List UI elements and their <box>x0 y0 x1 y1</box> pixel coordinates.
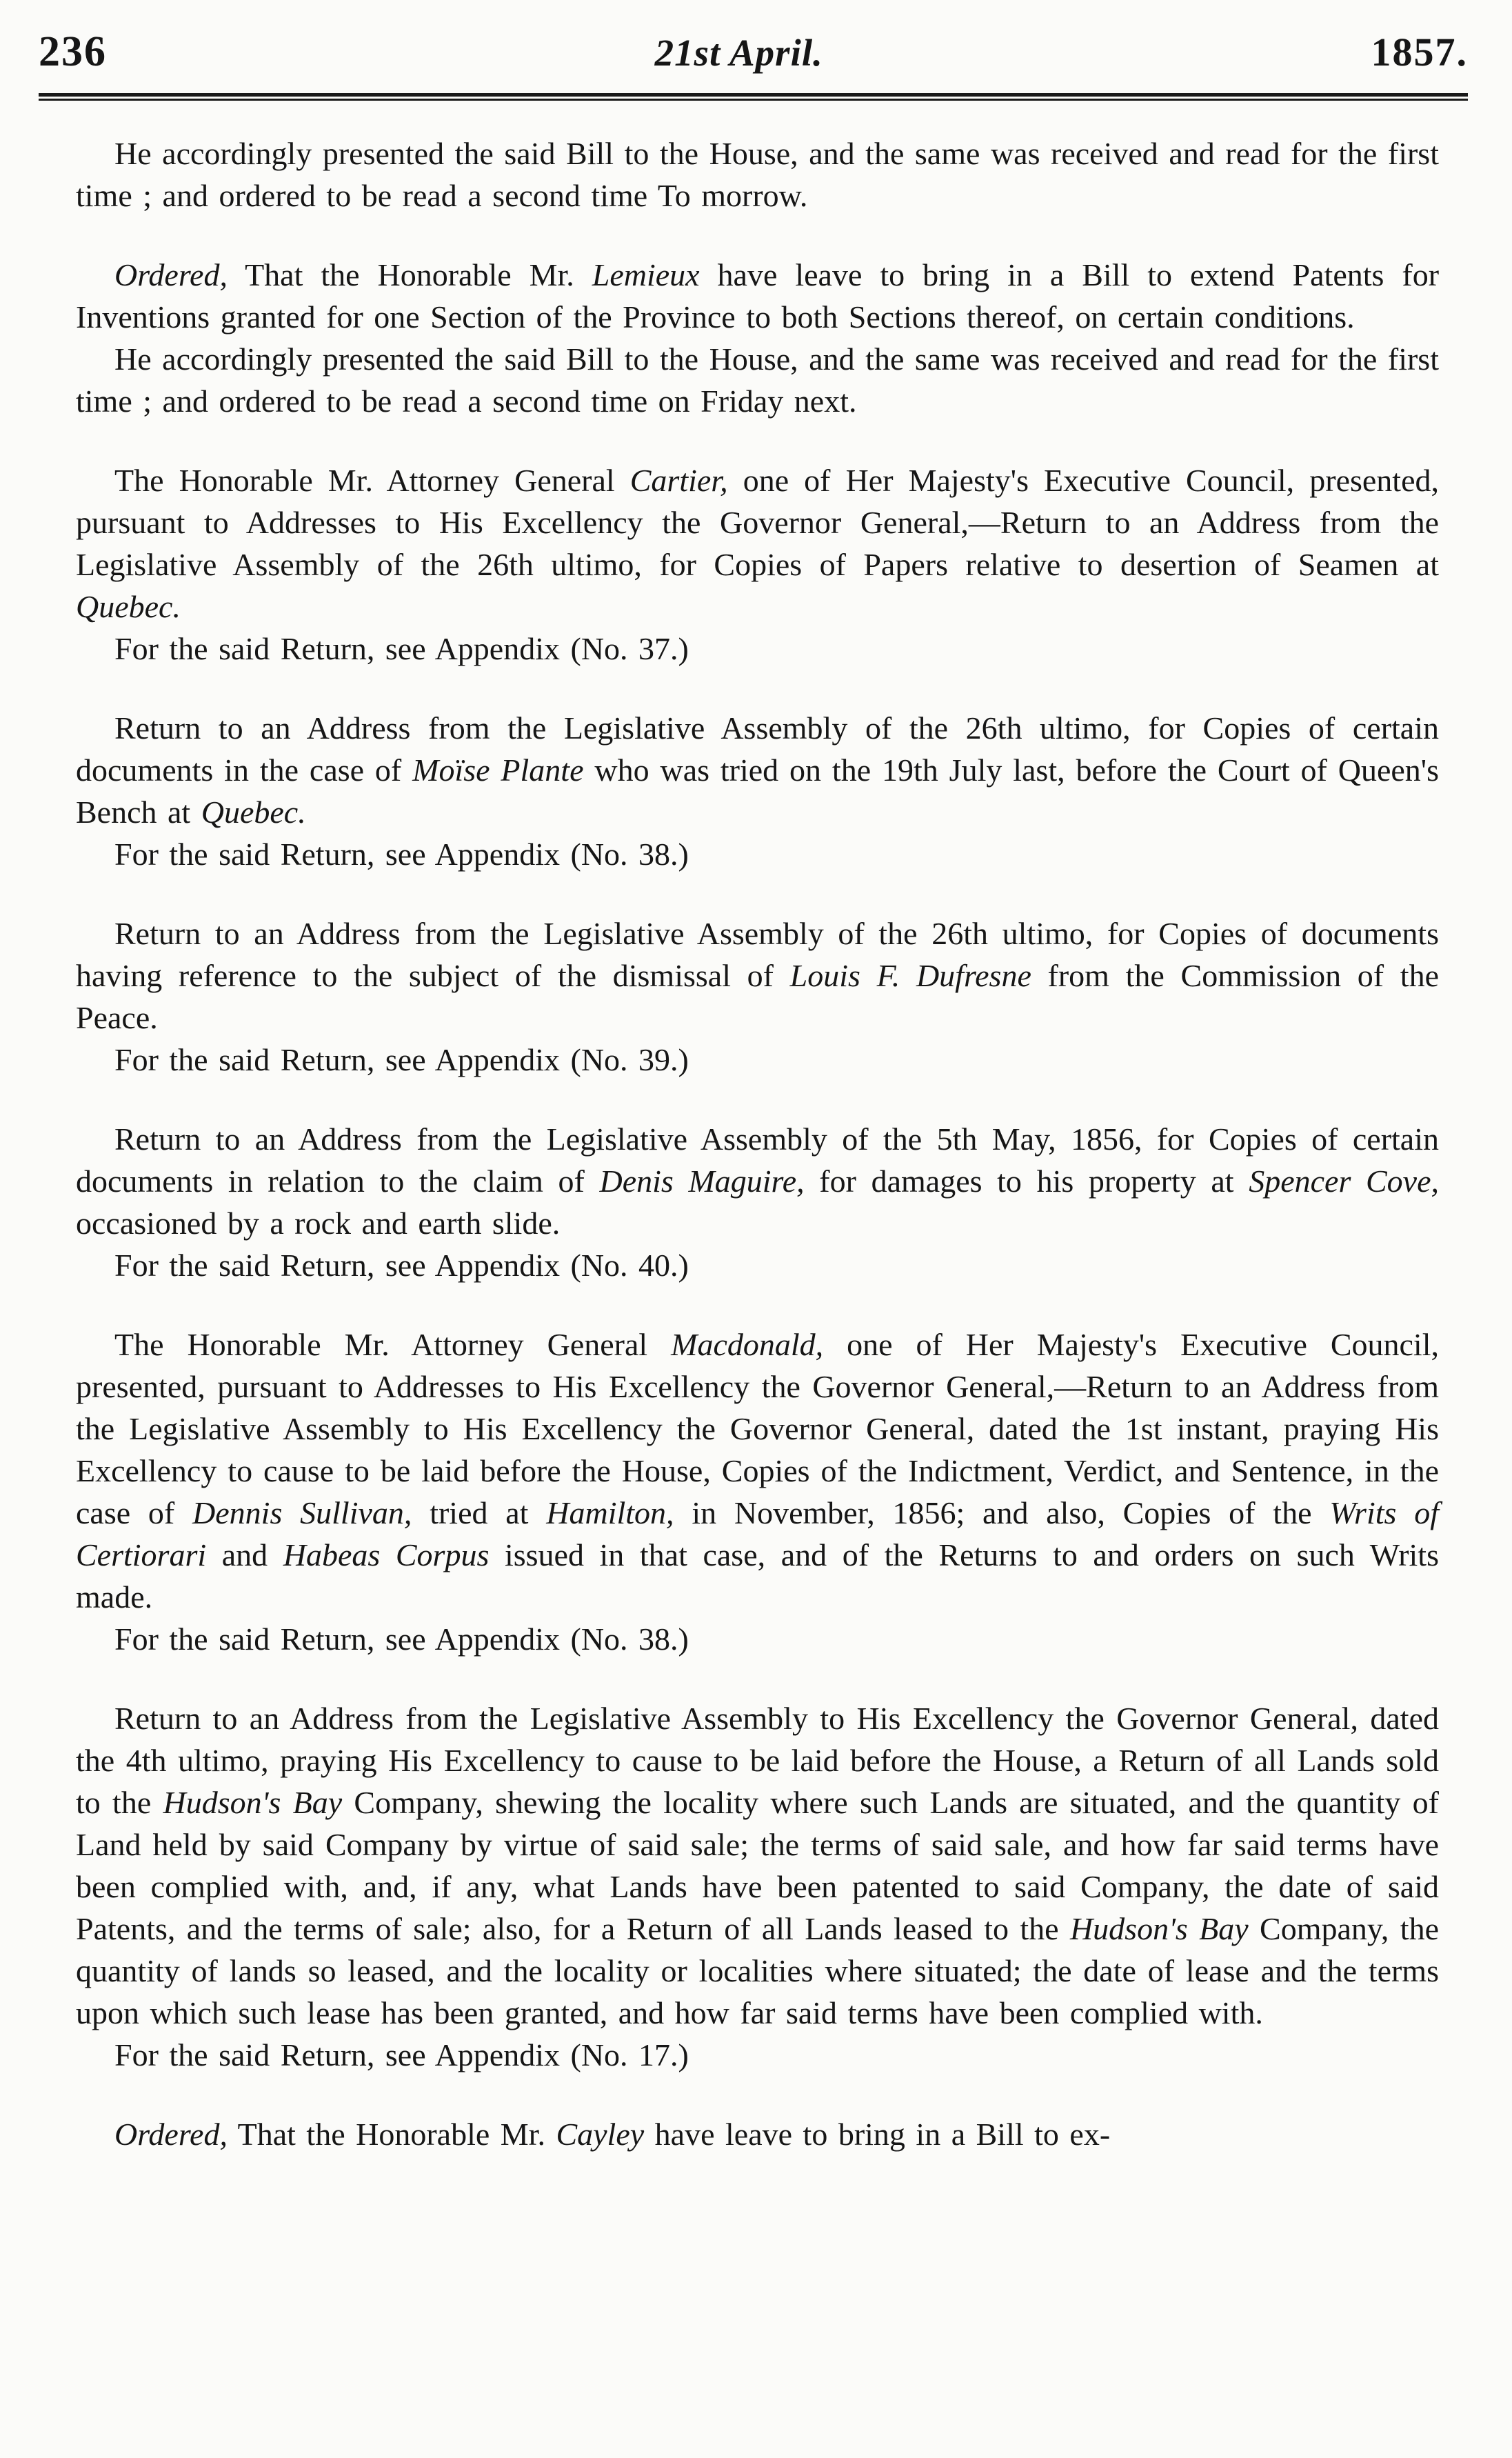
paragraph <box>76 1323 1439 1618</box>
paragraph <box>76 459 1439 628</box>
text-run: The Honorable Mr. Attorney General <box>114 1327 672 1362</box>
paragraph <box>76 833 1439 875</box>
double-rule <box>39 93 1468 101</box>
paragraph <box>76 912 1439 1039</box>
text-run: For the said Return, see Appendix (No. 40.) <box>114 1248 689 1283</box>
italic-text-run: Hudson's Bay <box>163 1785 343 1820</box>
text-run: for damages to his property at <box>804 1163 1249 1199</box>
text-run: For the said Return, see Appendix (No. 38.) <box>114 837 689 872</box>
paragraph <box>76 1244 1439 1286</box>
text-run: one of Her Majesty's Executive Council, presented, pursuant to Addresses to His Excellency the Governor General,—Return to an Address from the Legislative Assembly of the 26th ultimo, for Copies of Papers relative to desertion of Seamen at <box>76 463 1439 582</box>
paragraph <box>76 628 1439 670</box>
page-body <box>76 132 1439 2155</box>
italic-text-run: Cayley <box>556 2117 645 2152</box>
paragraph <box>76 132 1439 217</box>
text-run: For the said Return, see Appendix (No. 38.) <box>114 1621 689 1657</box>
text-run: The Honorable Mr. Attorney General <box>114 463 630 498</box>
paragraph <box>76 338 1439 422</box>
italic-text-run: Lemieux <box>592 257 700 292</box>
text-run: one of Her Majesty's Executive Council, presented, pursuant to Addresses to His Excellency the Governor General,—Return to an Address from the Legislative Assembly to His Excellency the Governor General, dated the 1st instant, praying His Excellency to cause to be laid before the House, Copies of the Indictment, Verdict, and Sentence, in the case of <box>76 1327 1439 1530</box>
paragraph <box>76 1618 1439 1660</box>
text-run: tried at <box>412 1495 547 1530</box>
text-run: Return to an Address from the Legislative Assembly of the 26th ultimo, for Copies of documents having reference to the subject of the dismissal of <box>76 916 1439 993</box>
text-run: That the Honorable Mr. <box>227 2117 556 2152</box>
text-run: and <box>206 1537 283 1572</box>
text-run: Return to an Address from the Legislative Assembly of the 5th May, 1856, for Copies of certain documents in relation to the claim of <box>76 1121 1439 1199</box>
italic-text-run: Quebec. <box>201 795 306 830</box>
text-run: He accordingly presented the said Bill to the House, and the same was received and read for the first time ; and ordered to be read a second time on Friday next. <box>76 341 1439 419</box>
text-run: have leave to bring in a Bill to ex- <box>644 2117 1111 2152</box>
paragraph <box>76 1118 1439 1244</box>
italic-text-run: Hamilton, <box>546 1495 674 1530</box>
italic-text-run: Hudson's Bay <box>1069 1911 1249 1946</box>
italic-text-run: Quebec. <box>76 589 181 624</box>
text-run: occasioned by a rock and earth slide. <box>76 1206 561 1241</box>
text-run: who was tried on the 19th July last, before the Court of Queen's Bench at <box>76 752 1439 830</box>
paragraph <box>76 1697 1439 2034</box>
italic-text-run: Moïse Plante <box>412 752 584 788</box>
text-run: He accordingly presented the said Bill to the House, and the same was received and read for the first time ; and ordered to be read a second time To morrow. <box>76 136 1439 213</box>
page-year: 1857. <box>1371 30 1468 74</box>
text-run: in November, 1856; and also, Copies of the <box>674 1495 1330 1530</box>
italic-text-run: Louis F. Dufresne <box>789 958 1031 993</box>
paragraph <box>76 2113 1439 2155</box>
italic-text-run: Spencer Cove, <box>1249 1163 1440 1199</box>
text-run: have leave to bring in a Bill to extend Patents for Inventions granted for one Section of the Province to both Sections thereof, on certain conditions. <box>76 257 1440 334</box>
italic-text-run: Writs of Certiorari <box>76 1495 1439 1572</box>
italic-text-run: Dennis Sullivan, <box>192 1495 412 1530</box>
text-run: issued in that case, and of the Returns to and orders on such Writs made. <box>76 1537 1439 1615</box>
text-run: For the said Return, see Appendix (No. 39.) <box>114 1042 689 1077</box>
paragraph <box>76 707 1439 833</box>
paragraph <box>76 2034 1439 2076</box>
page-header <box>39 28 1468 77</box>
italic-text-run: Denis Maguire, <box>599 1163 805 1199</box>
text-run: from the Commission of the Peace. <box>76 958 1439 1035</box>
text-run: Company, the quantity of lands so leased, and the locality or localities where situated; the date of lease and the terms upon which such lease has been granted, and how far said terms have been complied with. <box>76 1911 1439 2030</box>
italic-text-run: Ordered, <box>114 2117 228 2152</box>
paragraph <box>76 1039 1439 1081</box>
italic-text-run: Macdonald, <box>671 1327 824 1362</box>
page-date: 21st April. <box>654 32 823 74</box>
text-run: Return to an Address from the Legislative Assembly to His Excellency the Governor General, dated the 4th ultimo, praying His Excellency to cause to be laid before the House, a Return of all Lands sold to the <box>76 1701 1439 1820</box>
text-run: Company, shewing the locality where such Lands are situated, and the quantity of Land held by said Company by virtue of said sale; the terms of said sale, and how far said terms have been complied with, and, if any, what Lands have been patented to said Company, the date of said Patents, and the terms of sale; also, for a Return of all Lands leased to the <box>76 1785 1439 1946</box>
italic-text-run: Ordered, <box>114 257 228 292</box>
text-run: Return to an Address from the Legislative Assembly of the 26th ultimo, for Copies of certain documents in the case of <box>76 710 1439 788</box>
italic-text-run: Habeas Corpus <box>283 1537 490 1572</box>
paragraph <box>76 254 1439 338</box>
text-run: For the said Return, see Appendix (No. 17.) <box>114 2037 689 2072</box>
text-run: That the Honorable Mr. <box>227 257 592 292</box>
italic-text-run: Cartier, <box>629 463 728 498</box>
page-number: 236 <box>39 28 107 75</box>
text-run: For the said Return, see Appendix (No. 37.) <box>114 631 689 666</box>
